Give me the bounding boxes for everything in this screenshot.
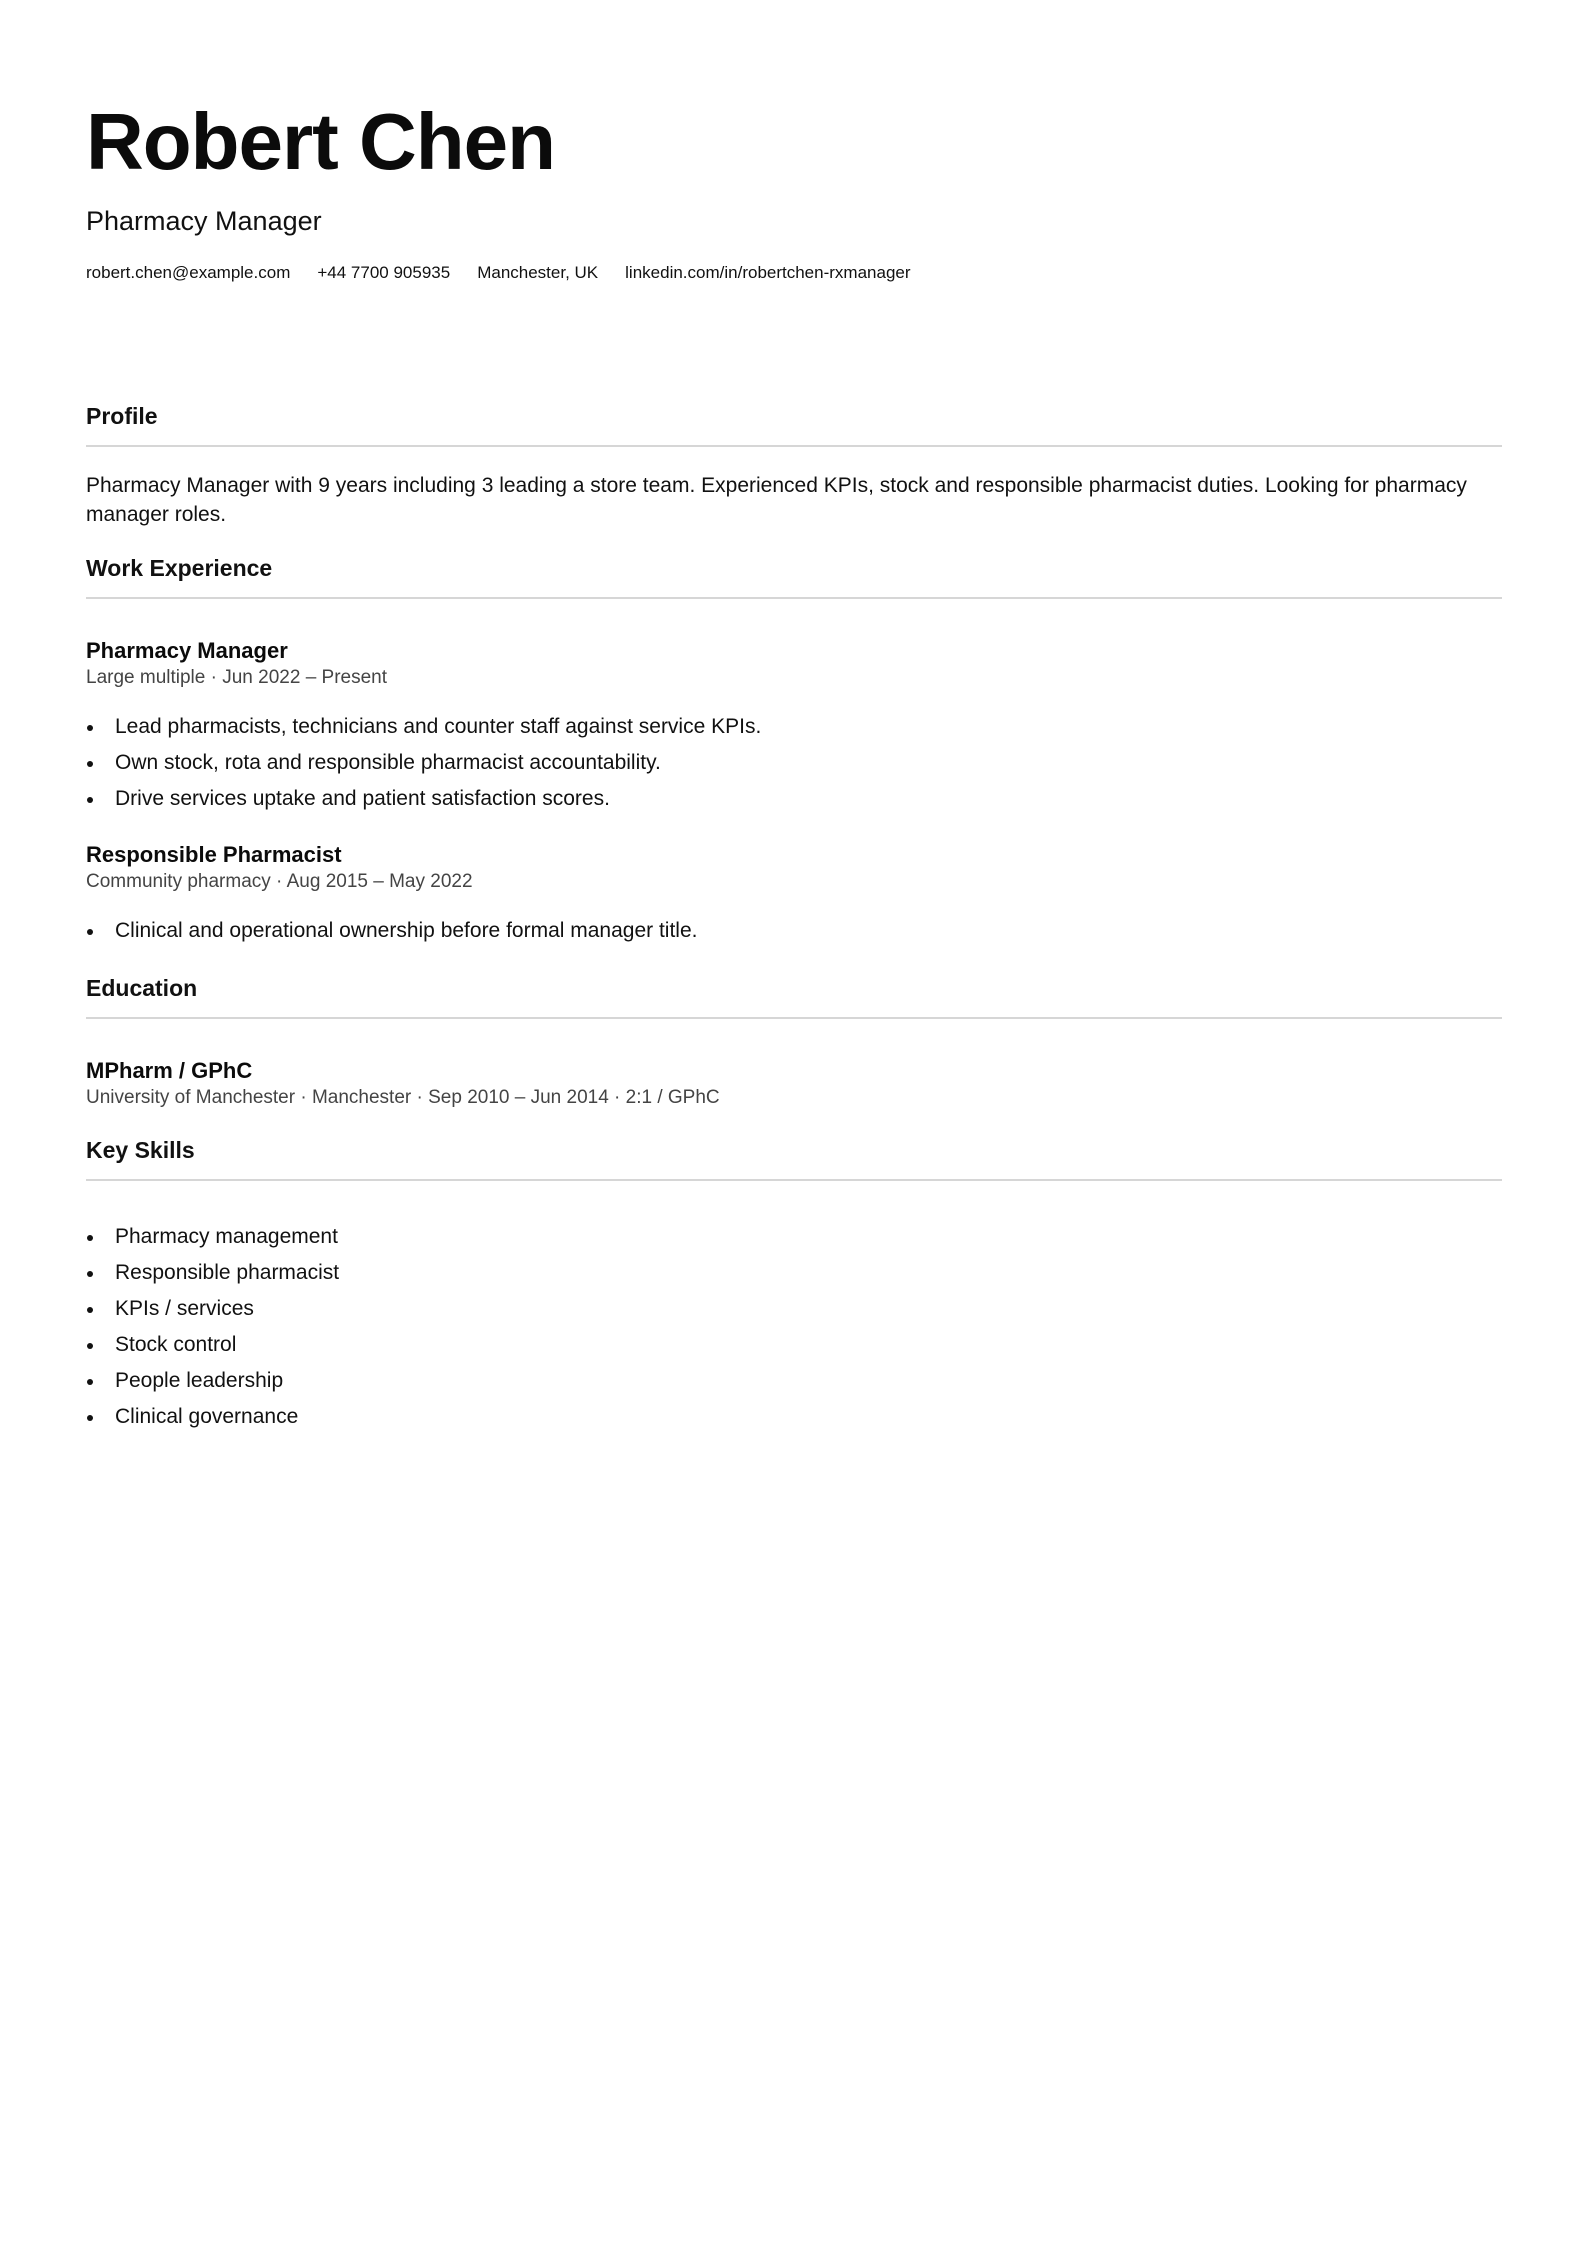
job-bullets bbox=[86, 913, 1502, 949]
job-bullet: Lead pharmacists, technicians and counter staff against service KPIs. bbox=[115, 709, 1502, 745]
skills-list bbox=[86, 1219, 1502, 1435]
profile-summary: Pharmacy Manager with 9 years including 3 leading a store team. Experienced KPIs, stock and responsible pharmacist duties. Looking for pharmacy manager roles. bbox=[86, 474, 1467, 526]
skill-item: Responsible pharmacist bbox=[115, 1255, 1502, 1291]
section-divider bbox=[86, 597, 1502, 599]
work-experience-section bbox=[86, 553, 1502, 949]
job-bullet: Clinical and operational ownership before formal manager title. bbox=[115, 913, 1502, 949]
skill-item: People leadership bbox=[115, 1363, 1502, 1399]
job-bullet: Drive services uptake and patient satisfaction scores. bbox=[115, 781, 1502, 817]
job-meta: Large multiple · Jun 2022 – Present bbox=[86, 667, 388, 688]
profile-section bbox=[86, 401, 1502, 529]
contact-location: Manchester, UK bbox=[477, 263, 599, 282]
contact-phone[interactable]: +44 7700 905935 bbox=[317, 263, 451, 282]
contact-bar bbox=[86, 262, 1502, 284]
skill-item: Stock control bbox=[115, 1327, 1502, 1363]
education-entry bbox=[86, 1057, 1502, 1111]
section-title-work-experience: Work Experience bbox=[86, 555, 273, 581]
skill-item: Clinical governance bbox=[115, 1399, 1502, 1435]
job-bullet: Own stock, rota and responsible pharmacist accountability. bbox=[115, 745, 1502, 781]
resume-header bbox=[86, 0, 1502, 284]
contact-email[interactable]: robert.chen@example.com bbox=[86, 263, 291, 282]
section-title-key-skills: Key Skills bbox=[86, 1137, 195, 1163]
job-entry bbox=[86, 841, 1502, 949]
skill-item: KPIs / services bbox=[115, 1291, 1502, 1327]
job-meta: Community pharmacy · Aug 2015 – May 2022 bbox=[86, 871, 473, 892]
job-title: Responsible Pharmacist bbox=[86, 842, 342, 867]
section-divider bbox=[86, 445, 1502, 447]
section-divider bbox=[86, 1017, 1502, 1019]
education-meta: University of Manchester · Manchester · Sep 2010 – Jun 2014 · 2:1 / GPhC bbox=[86, 1087, 720, 1108]
candidate-headline: Pharmacy Manager bbox=[86, 206, 322, 236]
job-title: Pharmacy Manager bbox=[86, 638, 288, 663]
degree-title: MPharm / GPhC bbox=[86, 1058, 253, 1083]
contact-linkedin[interactable]: linkedin.com/in/robertchen-rxmanager bbox=[625, 263, 911, 282]
section-title-education: Education bbox=[86, 975, 198, 1001]
education-section bbox=[86, 973, 1502, 1111]
section-title-profile: Profile bbox=[86, 403, 158, 429]
job-bullets bbox=[86, 709, 1502, 817]
skill-item: Pharmacy management bbox=[115, 1219, 1502, 1255]
key-skills-section bbox=[86, 1135, 1502, 1435]
candidate-name: Robert Chen bbox=[86, 97, 555, 186]
section-divider bbox=[86, 1179, 1502, 1181]
job-entry bbox=[86, 637, 1502, 817]
